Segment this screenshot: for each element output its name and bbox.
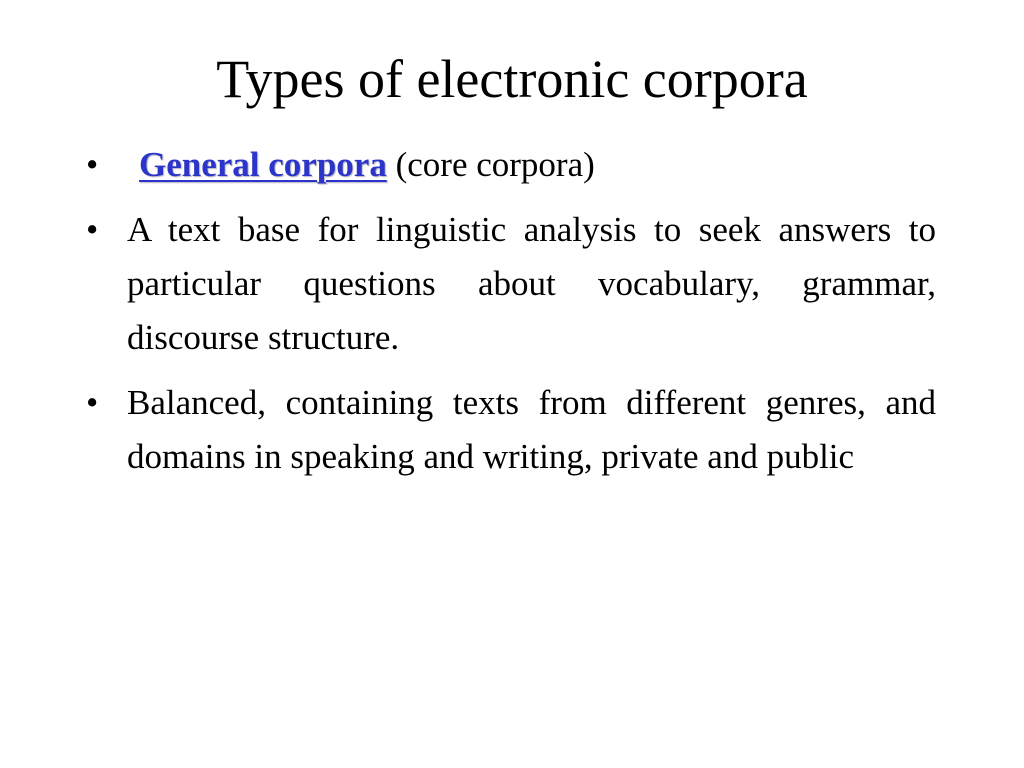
general-corpora-link[interactable]: General corpora <box>139 145 387 184</box>
bullet-text: (core corpora) <box>386 145 595 184</box>
bullet-marker: • <box>86 145 99 184</box>
bullet-item-text-base <box>86 203 936 365</box>
slide-title: Types of electronic corpora <box>216 49 808 109</box>
bullet-marker: • <box>86 210 99 249</box>
bullet-item-balanced <box>86 376 936 484</box>
bullet-text: A text base for linguistic analysis to seek answers to particular questions about vocabulary, grammar, discourse structure. <box>127 210 936 357</box>
bullet-item-general-corpora <box>86 138 936 192</box>
bullet-list <box>86 138 936 495</box>
bullet-marker: • <box>86 383 99 422</box>
bullet-text: Balanced, containing texts from different genres, and domains in speaking and writing, private and public <box>127 383 936 476</box>
